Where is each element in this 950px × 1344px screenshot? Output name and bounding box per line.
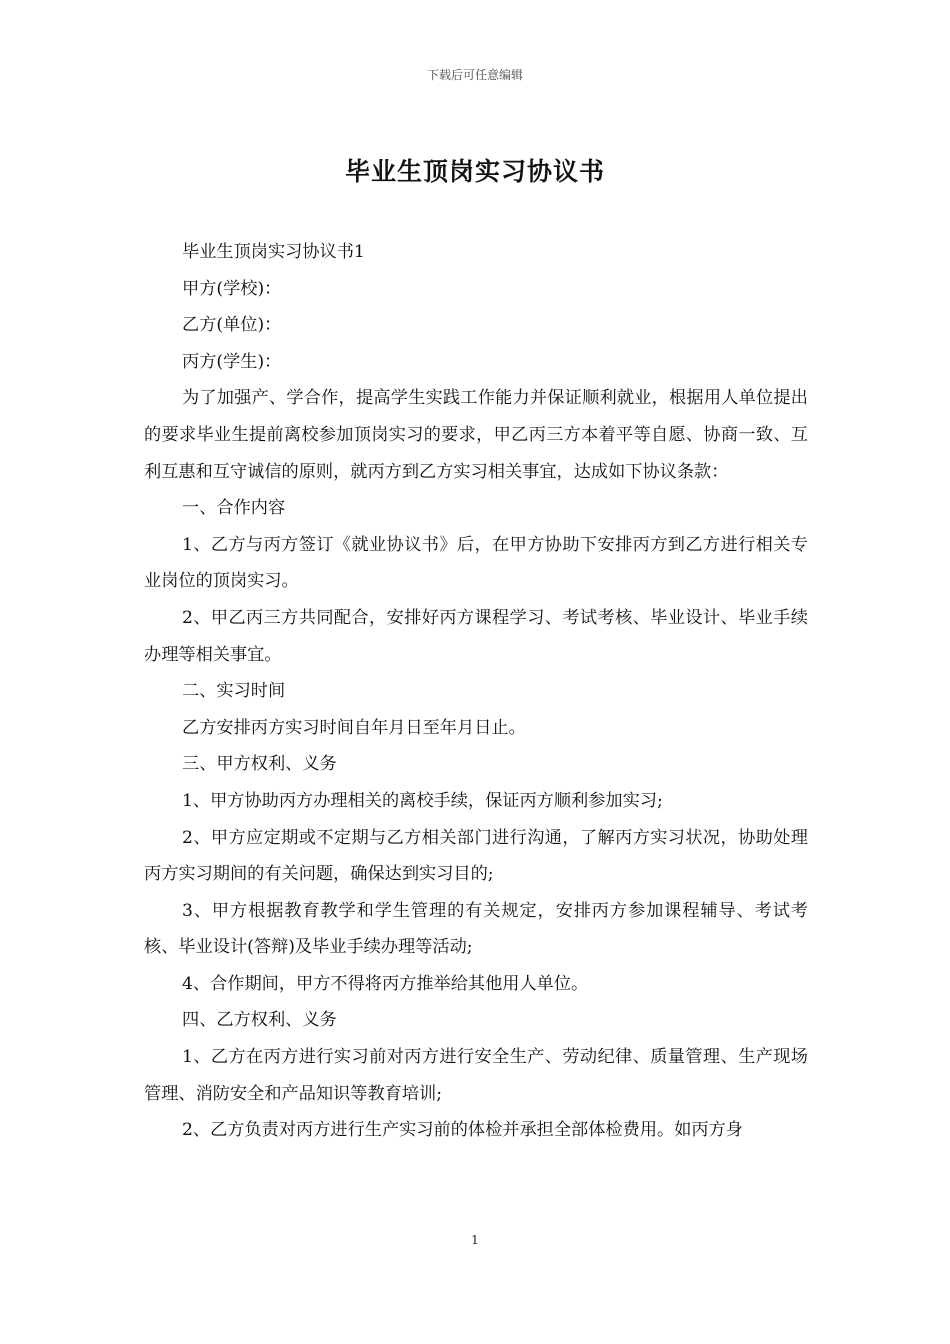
paragraph-subtitle: 毕业生顶岗实习协议书1: [182, 242, 365, 262]
document-body: [144, 234, 808, 1149]
header-note: 下载后可任意编辑: [426, 68, 523, 82]
clause-3-4: 4、合作期间，甲方不得将丙方推举给其他用人单位。: [182, 973, 589, 994]
paragraph-party-b: 乙方(单位)：: [182, 315, 282, 336]
clause-4-2: 2、乙方负责对丙方进行生产实习前的体检并承担全部体检费用。如丙方身: [182, 1120, 743, 1141]
paragraph-preamble: 为了加强产、学合作，提高学生实践工作能力并保证顺利就业，根据用人单位提出的要求毕业生提前离校参加顶岗实习的要求，甲乙丙三方本着平等自愿、协商一致、互利互惠和互守诚信的原则，就丙方到乙方实习相关事宜，达成如下协议条款：: [144, 388, 808, 482]
paragraph-party-c: 丙方(学生)：: [182, 351, 282, 372]
clause-3-2: 2、甲方应定期或不定期与乙方相关部门进行沟通，了解丙方实习状况，协助处理丙方实习期间的有关问题，确保达到实习目的;: [144, 827, 808, 885]
clause-3-1: 1、甲方协助丙方办理相关的离校手续，保证丙方顺利参加实习;: [182, 790, 663, 811]
clause-1-1: 1、乙方与丙方签订《就业协议书》后，在甲方协助下安排丙方到乙方进行相关专业岗位的顶岗实习。: [144, 534, 808, 592]
section-heading-4: 四、乙方权利、义务: [182, 1010, 337, 1031]
paragraph-party-a: 甲方(学校)：: [182, 278, 282, 299]
clause-4-1: 1、乙方在丙方进行实习前对丙方进行安全生产、劳动纪律、质量管理、生产现场管理、消防安全和产品知识等教育培训;: [144, 1047, 808, 1104]
section-heading-1: 一、合作内容: [182, 498, 286, 519]
clause-1-2: 2、甲乙丙三方共同配合，安排好丙方课程学习、考试考核、毕业设计、毕业手续办理等相关事宜。: [144, 607, 808, 665]
clause-3-3: 3、甲方根据教育教学和学生管理的有关规定，安排丙方参加课程辅导、考试考核、毕业设计(答辩)及毕业手续办理等活动;: [144, 900, 808, 958]
document-title: 毕业生顶岗实习协议书: [344, 157, 605, 186]
section-heading-2: 二、实习时间: [182, 681, 286, 702]
page-number: 1: [471, 1233, 479, 1247]
section-heading-3: 三、甲方权利、义务: [182, 754, 337, 775]
clause-2-1: 乙方安排丙方实习时间自年月日至年月日止。: [182, 717, 526, 738]
